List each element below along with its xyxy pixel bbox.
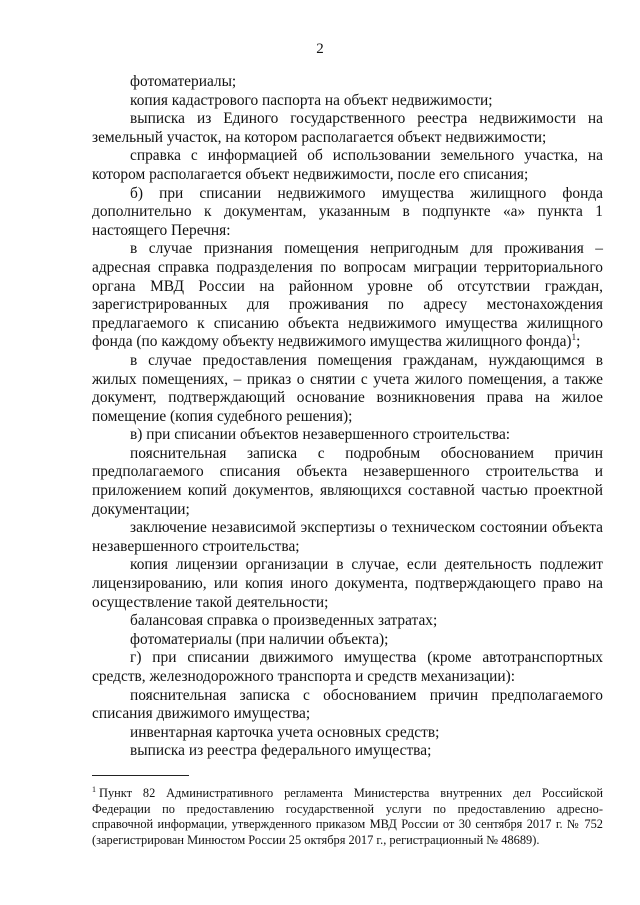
paragraph: фотоматериалы; (130, 73, 237, 90)
footnote-reference: 1 (571, 332, 577, 343)
paragraph: заключение независимой экспертизы о техническом состоянии объекта незавершенного строительства; (92, 519, 603, 555)
paragraph: копия лицензии организации в случае, если деятельность подлежит лицензированию, или копия иного документа, подтверждающего право на осуществление такой деятельности; (92, 556, 603, 611)
paragraph: выписка из реестра федерального имущества; (130, 742, 432, 760)
footnote-paragraph (92, 786, 603, 848)
paragraph: в случае предоставления помещения гражданам, нуждающимся в жилых помещениях, – приказ о снятии с учета жилого помещения, а также документ, подтверждающий основание возникновения права на жилое помещение (копия судебного решения); (92, 351, 603, 425)
paragraph: инвентарная карточка учета основных средств; (130, 723, 440, 741)
paragraph: справка с информацией об использовании земельного участка, на котором располагается объект недвижимости, после его списания; (92, 147, 603, 183)
paragraph-end: ; (576, 333, 581, 351)
paragraph: балансовая справка о произведенных затратах; (130, 612, 438, 630)
paragraph: выписка из Единого государственного реестра недвижимости на земельный участок, на котором располагается объект недвижимости; (92, 110, 603, 146)
paragraph: пояснительная записка с подробным обоснованием причин предполагаемого списания объекта незавершенного строительства и приложением копий документов, являющихся составной частью проектной документации; (92, 444, 603, 518)
paragraph-text: в случае признания помещения непригодным для проживания – адресная справка подразделения по вопросам миграции территориального органа МВД России на районном уровне об отсутствии граждан, зарегистрированных для проживания по адресу местонахождения предлагаемого к списанию объекта недвижимого имущества жилищного фонда (по каждому объекту недвижимого имущества жилищного фонда) (92, 240, 603, 351)
page-number: 2 (316, 41, 324, 57)
footnote (92, 786, 603, 848)
paragraph: в) при списании объектов незавершенного строительства: (130, 426, 511, 444)
paragraph: б) при списании недвижимого имущества жилищного фонда дополнительно к документам, указанным в подпункте «а» пункта 1 настоящего Перечня: (92, 184, 603, 239)
footnote-separator (92, 775, 189, 776)
paragraph-with-footnote (92, 240, 603, 352)
paragraph: г) при списании движимого имущества (кроме автотранспортных средств, железнодорожного транспорта и средств механизации): (92, 649, 603, 685)
paragraph: пояснительная записка с обоснованием причин предполагаемого списания движимого имущества; (92, 686, 603, 723)
footnote-mark: 1 (92, 785, 96, 794)
paragraph: фотоматериалы (при наличии объекта); (130, 630, 389, 648)
document-body (92, 73, 603, 761)
footnote-text: Пункт 82 Административного регламента Министерства внутренних дел Российской Федерации по предоставлению государственной услуги по предоставлению адресно-справочной информации, утвержденного приказом МВД России от 30 сентября 2017 г. № 752 (зарегистрирован Минюстом России 25 октября 2017 г., регистрационный № 48689). (92, 786, 603, 847)
paragraph: копия кадастрового паспорта на объект недвижимости; (130, 91, 493, 109)
